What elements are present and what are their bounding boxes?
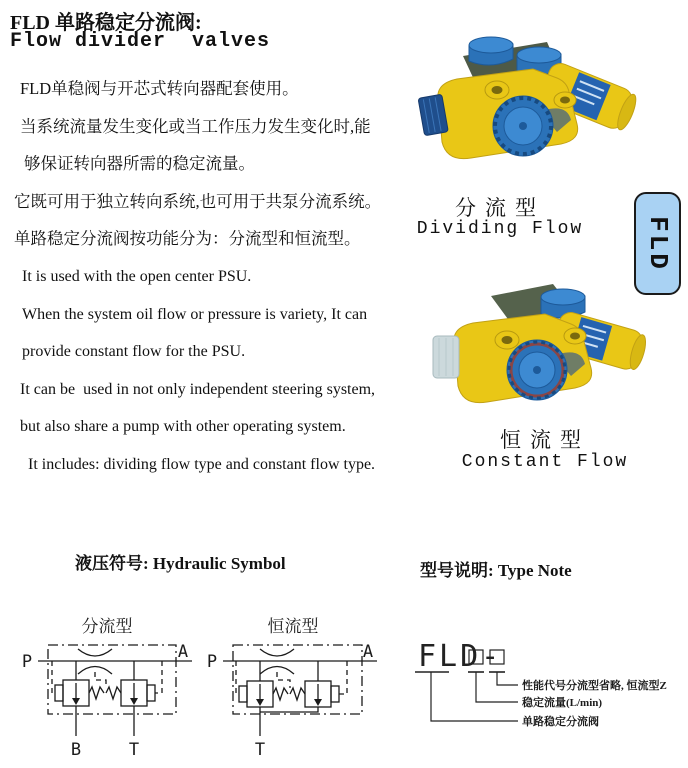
intro-line: FLD单稳阀与开芯式转向器配套使用。 (20, 79, 299, 98)
port-label-a: A (177, 642, 189, 662)
type-note-annotation: 性能代号分流型省略, 恒流型Z (522, 680, 667, 692)
type-note-annotation: 稳定流量(L/min) (522, 697, 603, 709)
port-label-t: T (254, 740, 266, 760)
intro-line: 够保证转向器所需的稳定流量。 (24, 154, 255, 174)
page-title-zh: FLD 单路稳定分流阀: (10, 12, 202, 34)
valve-front-cap-icon (507, 340, 567, 400)
port-label-a: A (362, 642, 374, 662)
intro-line: It is used with the open center PSU. (22, 267, 252, 285)
hydraulic-symbol-heading: 液压符号: Hydraulic Symbol (75, 554, 286, 573)
intro-line: 单路稳定分流阀按功能分为：分流型和恒流型。 (14, 229, 361, 249)
port-label-p: P (206, 652, 218, 672)
page-title-en: Flow divider valves (10, 30, 271, 53)
figure-caption-zh: 分流型 (455, 196, 545, 220)
type-note-heading: 型号说明: Type Note (420, 561, 572, 580)
product-photo-dividing-flow-valve (405, 26, 637, 176)
intro-line: It can be used in not only independent steering system, (20, 380, 376, 398)
symbol-enclosure (233, 645, 362, 714)
intro-line: 它既可用于独立转向系统,也可用于共泵分流系统。 (14, 191, 382, 211)
model-code-prefix: FLD- (418, 639, 503, 674)
hydraulic-symbol-dividing (10, 608, 200, 768)
bolt-hole-icon (564, 328, 586, 344)
symbol-title: 恒流型 (267, 617, 319, 636)
port-label-t: T (128, 740, 140, 760)
valve-cap-icon (541, 289, 585, 318)
product-photo-constant-flow-valve (425, 274, 649, 414)
valve-front-cap-icon (493, 96, 553, 156)
type-note-diagram (405, 618, 683, 768)
port-label-p: P (21, 652, 33, 672)
bolt-hole-icon (485, 81, 509, 99)
bolt-hole-icon (495, 331, 519, 349)
figure-caption-en: Dividing Flow (416, 219, 584, 239)
intro-line: When the system oil flow or pressure is variety, It can (22, 305, 368, 323)
port-label-b: B (70, 740, 82, 760)
figure-caption-en: Constant Flow (461, 452, 629, 472)
side-tab-label: FLD (642, 215, 673, 272)
intro-line: It includes: dividing flow type and constant flow type. (28, 455, 376, 473)
intro-line: 当系统流量发生变化或当工作压力发生变化时,能 (20, 116, 371, 136)
symbol-title: 分流型 (81, 617, 133, 636)
intro-line: provide constant flow for the PSU. (22, 343, 246, 361)
intro-line: but also share a pump with other operating system. (20, 418, 346, 436)
type-note-annotation: 单路稳定分流阀 (522, 716, 599, 728)
valve-cap-icon (469, 37, 513, 65)
hydraulic-symbol-constant (195, 608, 385, 768)
intro-paragraphs (14, 70, 414, 484)
leader-line (431, 672, 518, 721)
valve-side-cap-icon (433, 336, 459, 378)
figure-caption-zh: 恒流型 (500, 428, 590, 452)
bolt-hole-icon (554, 92, 576, 108)
